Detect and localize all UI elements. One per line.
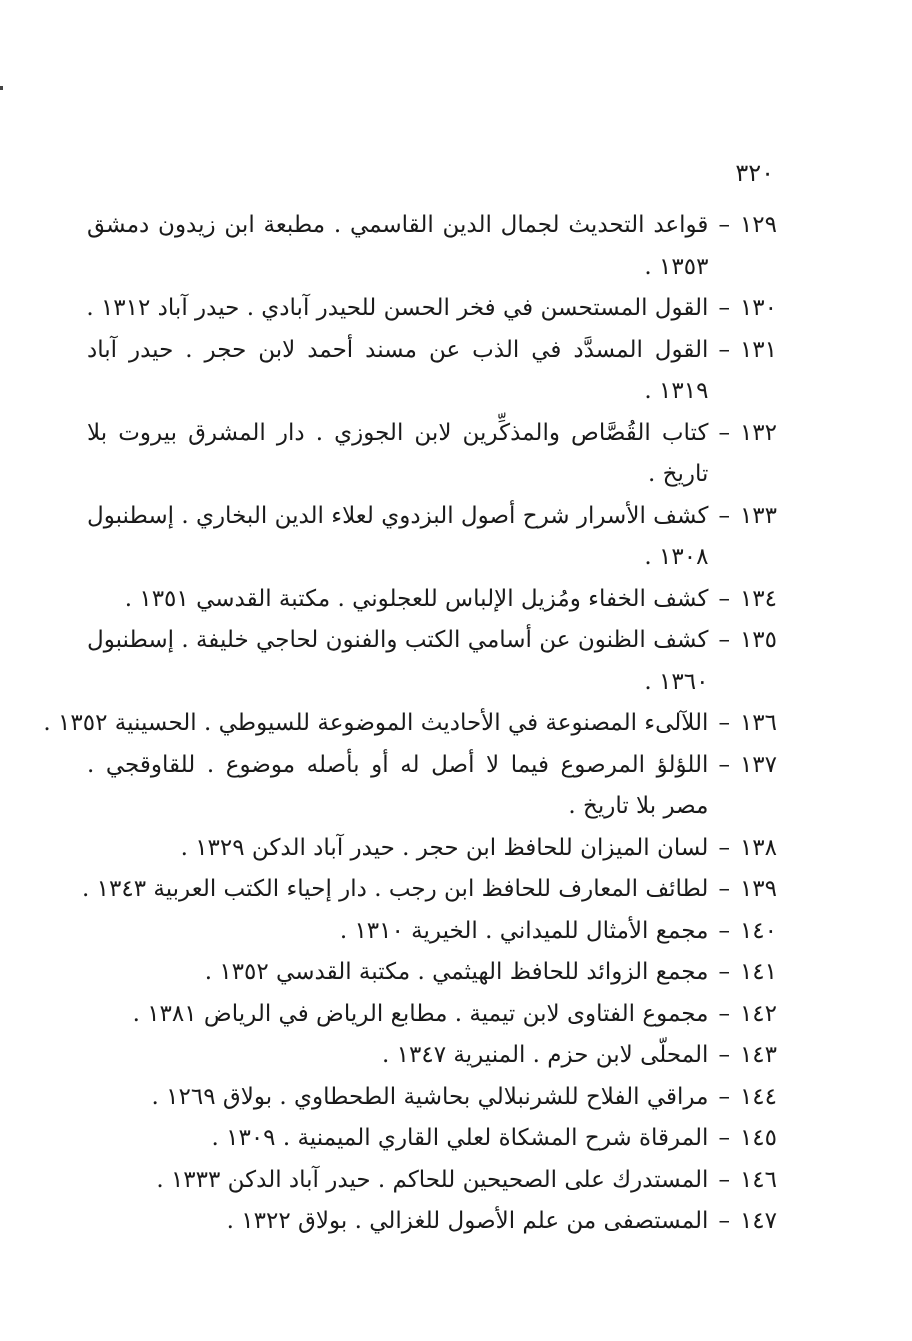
entry-dash: – [718, 959, 730, 985]
bibliography-list [43, 205, 777, 1243]
bibliography-entry-130 [87, 288, 777, 330]
entry-dash: – [718, 585, 730, 612]
bibliography-entry-143 [87, 1035, 777, 1077]
entry-text: القول المسدَّد في الذب عن مسند أحمد لابن حجر . حيدر آباد ١٣١٩ . [87, 336, 709, 404]
entry-text: كشف الظنون عن أسامي الكتب والفنون لحاجي خليفة . إسطنبول ١٣٦٠ . [87, 627, 709, 695]
entry-text: مجموع الفتاوى لابن تيمية . مطابع الرياض في الرياض ١٣٨١ . [132, 1000, 709, 1027]
entry-number: ١٣٧ [739, 751, 777, 778]
margin-mark [0, 86, 3, 90]
entry-number: ١٤٤ [739, 1083, 777, 1110]
entry-dash: – [718, 834, 730, 861]
entry-dash: – [718, 917, 730, 944]
entry-number: ١٤٧ [739, 1208, 777, 1234]
entry-dash: – [718, 336, 730, 363]
entry-text: كشف الأسرار شرح أصول البزدوي لعلاء الدين البخاري . إسطنبول ١٣٠٨ . [87, 502, 709, 570]
bibliography-entry-142 [87, 994, 777, 1036]
entry-text: قواعد التحديث لجمال الدين القاسمي . مطبعة ابن زيدون دمشق ١٣٥٣ . [87, 212, 709, 280]
entry-dash: – [718, 1166, 730, 1193]
entry-dash: – [718, 295, 730, 321]
bibliography-entry-138 [87, 828, 777, 870]
bibliography-entry-129 [87, 205, 777, 288]
entry-text: لطائف المعارف للحافظ ابن رجب . دار إحياء الكتب العربية ١٣٤٣ . [82, 876, 709, 902]
entry-text: لسان الميزان للحافظ ابن حجر . حيدر آباد الدكن ١٣٢٩ . [180, 834, 709, 861]
bibliography-entry-135 [87, 620, 777, 703]
entry-number: ١٣٨ [739, 834, 777, 861]
entry-number: ١٣٥ [739, 627, 777, 653]
entry-text: المستصفى من علم الأصول للغزالي . بولاق ١٣٢٢ . [226, 1208, 709, 1234]
entry-number: ١٤٠ [739, 917, 777, 944]
entry-dash: – [718, 1208, 730, 1234]
bibliography-entry-131 [87, 330, 777, 413]
entry-text: مجمع الزوائد للحافظ الهيثمي . مكتبة القدسي ١٣٥٢ . [204, 959, 709, 985]
entry-number: ١٣٠ [739, 295, 777, 321]
entry-number: ١٣١ [739, 336, 777, 363]
bibliography-entry-140 [87, 911, 777, 953]
bibliography-entry-145 [87, 1118, 777, 1160]
entry-text: اللآلىء المصنوعة في الأحاديث الموضوعة للسيوطي . الحسينية ١٣٥٢ . [43, 710, 709, 736]
entry-number: ١٤٦ [739, 1166, 777, 1193]
entry-text: القول المستحسن في فخر الحسن للحيدر آبادي . حيدر آباد ١٣١٢ . [86, 295, 709, 321]
entry-text: مجمع الأمثال للميداني . الخيرية ١٣١٠ . [339, 917, 709, 944]
entry-dash: – [718, 751, 730, 778]
entry-text: مراقي الفلاح للشرنبلالي بحاشية الطحطاوي . بولاق ١٢٦٩ . [151, 1083, 709, 1110]
page-number: ٣٢٠ [735, 159, 774, 187]
bibliography-entry-147 [87, 1201, 777, 1243]
bibliography-entry-141 [87, 952, 777, 994]
entry-number: ١٣٣ [739, 502, 777, 529]
entry-number: ١٣٢ [739, 419, 777, 446]
entry-number: ١٣٦ [739, 710, 777, 736]
entry-text: اللؤلؤ المرصوع فيما لا أصل له أو بأصله موضوع . للقاوقجي . مصر بلا تاريخ . [87, 751, 709, 819]
entry-dash: – [718, 876, 730, 902]
entry-text: كتاب القُصَّاص والمذكِّرين لابن الجوزي . دار المشرق بيروت بلا تاريخ . [87, 419, 709, 487]
bibliography-entry-139 [82, 869, 777, 911]
entry-dash: – [718, 1042, 730, 1068]
bibliography-entry-137 [87, 745, 777, 828]
entry-text: المستدرك على الصحيحين للحاكم . حيدر آباد الدكن ١٣٣٣ . [156, 1166, 709, 1193]
entry-dash: – [718, 627, 730, 653]
entry-dash: – [718, 212, 730, 238]
entry-number: ١٤١ [739, 959, 777, 985]
bibliography-entry-132 [87, 413, 777, 496]
entry-number: ١٢٩ [739, 212, 777, 238]
bibliography-entry-134 [87, 579, 777, 621]
entry-dash: – [718, 710, 730, 736]
entry-dash: – [718, 419, 730, 446]
bibliography-entry-144 [87, 1077, 777, 1119]
entry-dash: – [718, 1125, 730, 1151]
bibliography-entry-133 [87, 496, 777, 579]
entry-text: المحلّى لابن حزم . المنيرية ١٣٤٧ . [382, 1042, 709, 1068]
entry-dash: – [718, 502, 730, 529]
entry-number: ١٤٢ [739, 1000, 777, 1027]
entry-dash: – [718, 1000, 730, 1027]
entry-number: ١٣٤ [739, 585, 777, 612]
entry-text: المرقاة شرح المشكاة لعلي القاري الميمنية . ١٣٠٩ . [211, 1125, 709, 1151]
bibliography-entry-136 [43, 703, 777, 745]
entry-number: ١٤٥ [739, 1125, 777, 1151]
entry-text: كشف الخفاء ومُزيل الإلباس للعجلوني . مكتبة القدسي ١٣٥١ . [124, 585, 709, 612]
entry-number: ١٤٣ [739, 1042, 777, 1068]
entry-dash: – [718, 1083, 730, 1110]
bibliography-entry-146 [87, 1160, 777, 1202]
entry-number: ١٣٩ [739, 876, 777, 902]
